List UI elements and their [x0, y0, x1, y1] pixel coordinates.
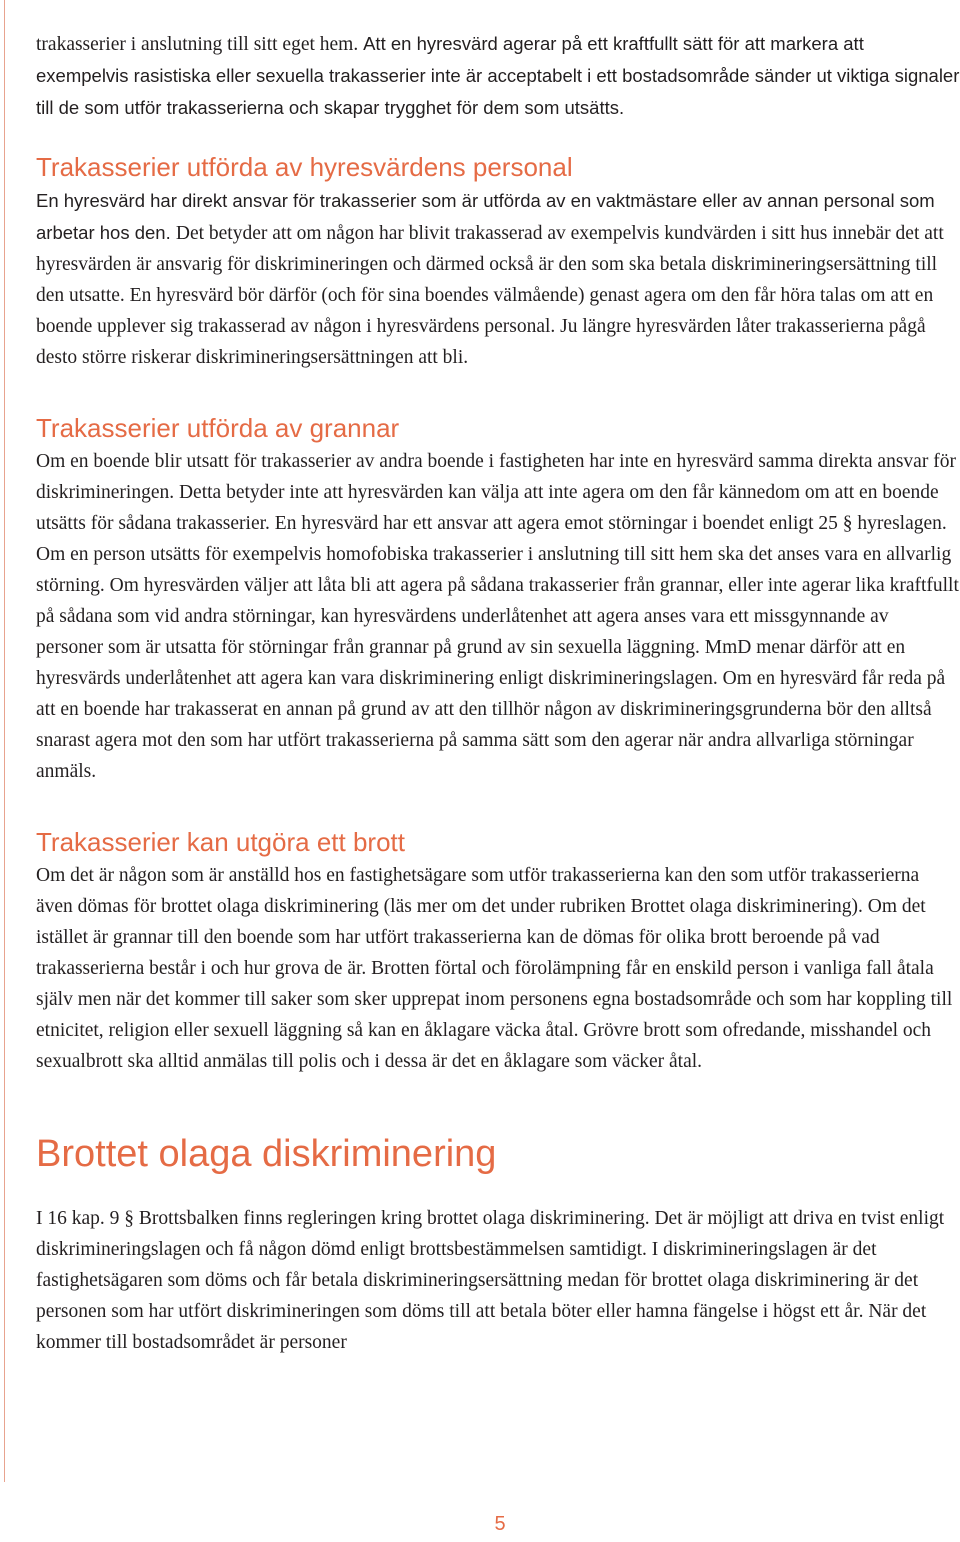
section-paragraph-grannar: Om en boende blir utsatt för trakasserier av andra boende i fastigheten har inte en hyresvärd samma direkta ansvar för diskrimineringen. Detta betyder inte att hyresvärden kan välja att inte agera om den får kännedom om att en boende utsätts för sådana trakasserier. En hyresvärd har ett ansvar att agera emot störningar i boendet enligt 25 § hyreslagen. Om en person utsätts för exempelvis homofobiska trakasserier i anslutning till sitt hem ska det anses vara en allvarlig störning. Om hyresvärden väljer att låta bli att agera på sådana trakasserier från grannar, eller inte agerar lika kraftfullt på sådana som vid andra störningar, kan hyresvärdens underlåtenhet att agera anses vara ett missgynnande av personer som är utsatta för störningar från grannar på grund av sin sexuella läggning. MmD menar därför att en hyresvärds underlåtenhet att agera kan vara diskriminering enligt diskrimineringslagen. Om en hyresvärd får reda på att en boende har trakasserat en annan på grund av att den tillhör någon av diskrimineringsgrunderna bör den alltså snarast agera mot den som har utfört trakasserierna på samma sätt som den agerar när andra allvarliga störningar anmäls.: [36, 451, 959, 782]
section-heading-personal: Trakasserier utförda av hyresvärdens personal: [36, 152, 573, 182]
intro-serif-text: trakasserier i anslutning till sitt eget hem.: [36, 34, 364, 55]
section-paragraph-personal: [36, 185, 960, 373]
section-heading-grannar: Trakasserier utförda av grannar: [36, 413, 400, 443]
main-heading: Brottet olaga diskriminering: [36, 1133, 497, 1175]
section-heading-brott: Trakasserier kan utgöra ett brott: [36, 827, 405, 857]
section-personal-serif-text: Det betyder att om någon har blivit trakasserad av exempelvis kundvärden i sitt hus innebär det att hyresvärden är ansvarig för diskrimineringen och därmed också är den som ska betala diskrimineringsersättning till den utsatte. En hyresvärd bör därför (och för sina boendes välmående) genast agera om den får höra talas om att en boende upplever sig trakasserad av någon i hyresvärdens personal. Ju längre hyresvärden låter trakasserierna pågå desto större riskerar diskrimineringsersättningen att bli.: [36, 223, 944, 368]
intro-sans-text: Att en hyresvärd agerar på ett kraftfullt sätt för att markera att exempelvis rasistiska eller sexuella trakasserier inte är acceptabelt i ett bostadsområde sänder ut viktiga signaler till de som utför trakasserierna och skapar trygghet för dem som utsätts.: [36, 33, 960, 118]
intro-paragraph: [36, 28, 960, 124]
margin-rule: [4, 0, 5, 1482]
page-number: 5: [494, 1513, 506, 1535]
document-page: [36, 28, 960, 1358]
section-paragraph-brott: Om det är någon som är anställd hos en fastighetsägare som utför trakasserierna kan den som utför trakasserierna även dömas för brottet olaga diskriminering (läs mer om det under rubriken Brottet olaga diskriminering). Om det istället är grannar till den boende som har utfört trakasserierna kan de dömas för olika brott beroende på vad trakasserierna består i och hur grova de är. Brotten förtal och förolämpning får en enskild person i vanliga fall åtala själv men när det kommer till saker som sker upprepat inom personens egna bostadsområde och som har koppling till etnicitet, religion eller sexuell läggning så kan en åklagare väcka åtal. Grövre brott som ofredande, misshandel och sexualbrott ska alltid anmälas till polis och i dessa är det en åklagare som väcker åtal.: [36, 865, 953, 1072]
main-paragraph: I 16 kap. 9 § Brottsbalken finns regleringen kring brottet olaga diskriminering. Det är möjligt att driva en tvist enligt diskrimineringslagen och få någon dömd enligt brottsbestämmelsen samtidigt. I diskrimineringslagen är det fastighetsägaren som döms och får betala diskrimineringsersättning medan för brottet olaga diskriminering är det personen som har utfört diskrimineringen som döms till att betala böter eller hamna fängelse i högst ett år. När det kommer till bostadsområdet är personer: [36, 1208, 945, 1353]
section-personal-sans-text: En hyresvärd har direkt ansvar för trakasserier som är utförda av en vaktmästare eller av annan personal som arbetar hos den.: [36, 190, 935, 243]
